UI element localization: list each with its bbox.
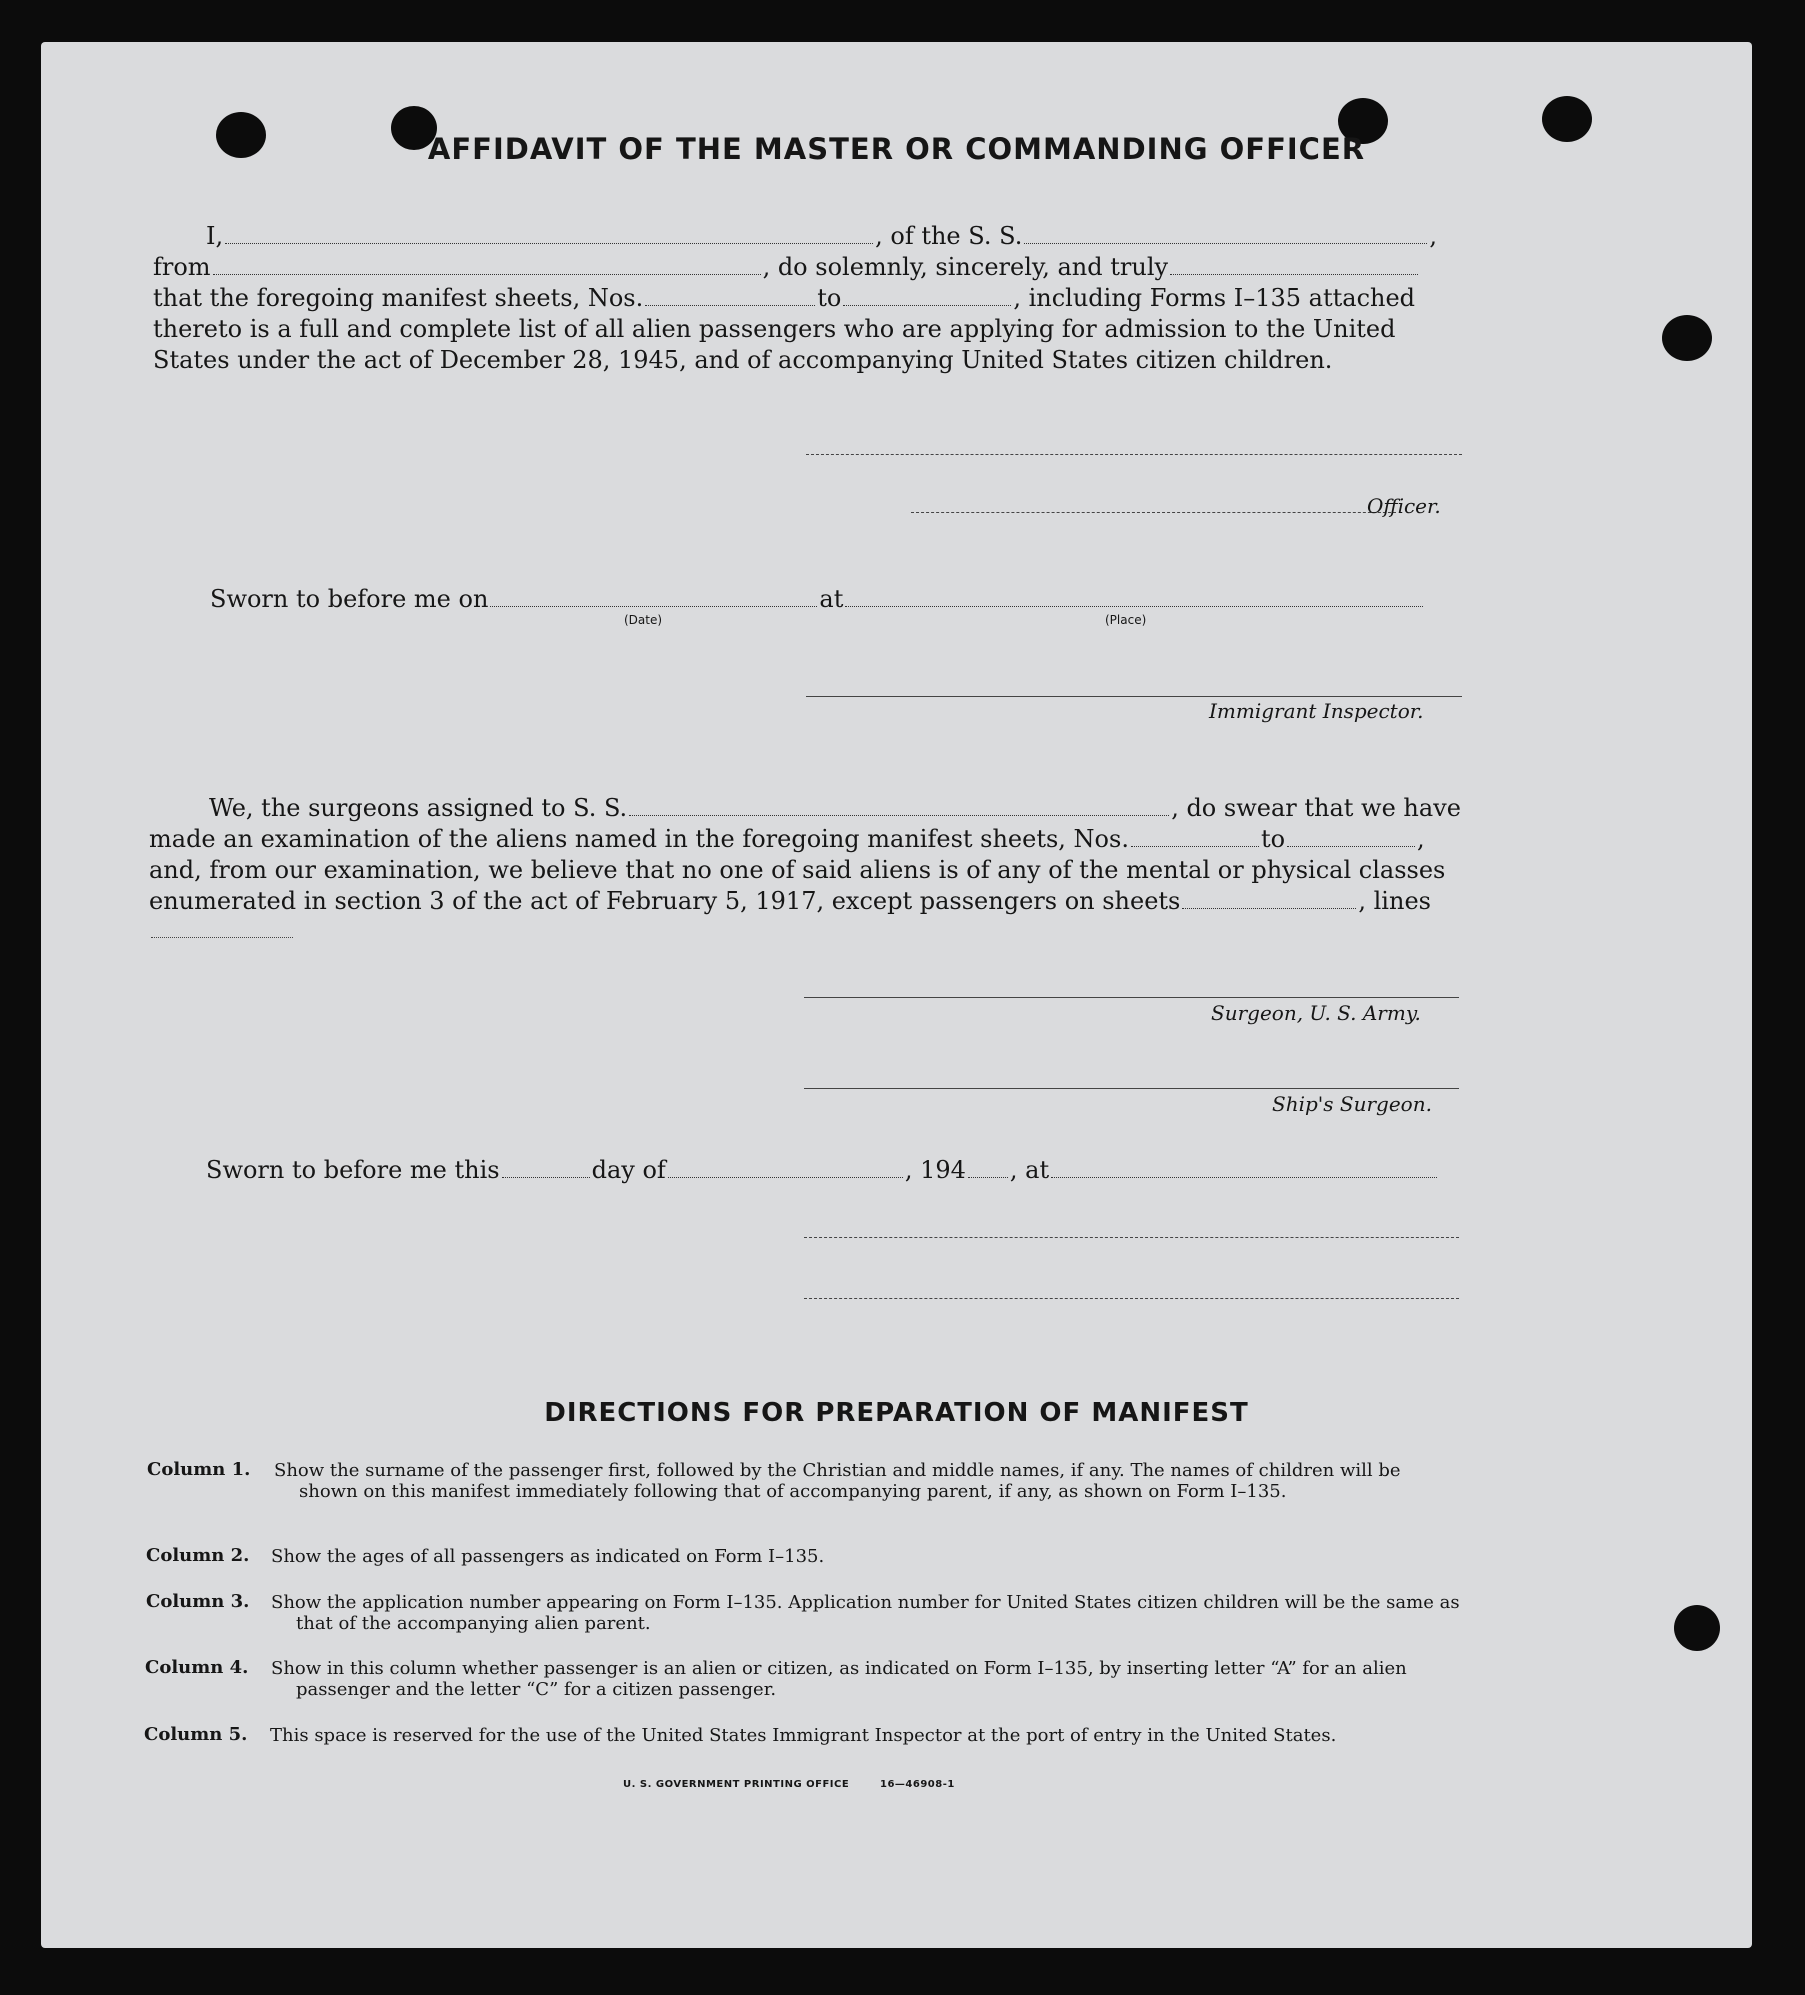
blank-field bbox=[1131, 846, 1259, 847]
signature-line bbox=[806, 454, 1462, 455]
text: We, the surgeons assigned to S. S. bbox=[209, 794, 628, 822]
text: , bbox=[1417, 825, 1425, 853]
text: , bbox=[1429, 222, 1437, 250]
day-field bbox=[502, 1177, 590, 1178]
month-field bbox=[668, 1177, 903, 1178]
text: , at bbox=[1009, 1156, 1050, 1184]
directions-title: DIRECTIONS FOR PREPARATION OF MANIFEST bbox=[544, 1398, 1249, 1428]
text: I, bbox=[206, 222, 224, 250]
text: made an examination of the aliens named in the foregoing manifest sheets, Nos. bbox=[149, 825, 1129, 853]
text: , lines bbox=[1358, 887, 1431, 915]
text: enumerated in section 3 of the act of February 5, 1917, except passengers on sheets bbox=[149, 887, 1181, 915]
form-page bbox=[41, 42, 1752, 1948]
sworn-line bbox=[210, 585, 1425, 613]
blank-field bbox=[213, 274, 761, 275]
blank-field bbox=[1024, 243, 1427, 244]
surgeons-line-1 bbox=[209, 794, 1461, 822]
place-field bbox=[845, 606, 1423, 607]
ship-surgeon-signature-line bbox=[804, 1088, 1459, 1089]
blank-field bbox=[629, 815, 1169, 816]
text: , 194 bbox=[904, 1156, 966, 1184]
blank-field bbox=[225, 243, 873, 244]
inspector-signature-line bbox=[806, 696, 1462, 697]
affidavit-line-3 bbox=[153, 284, 1415, 312]
lines-field bbox=[151, 937, 293, 938]
text: , do swear that we have bbox=[1171, 794, 1461, 822]
surgeons-line-3: and, from our examination, we believe that no one of said aliens is of any of the mental or physical classes bbox=[149, 856, 1446, 884]
column-1-text: Show the surname of the passenger first, followed by the Christian and middle names, if any. The names of children will be shown on this manifest immediately following that of accompanying parent, if any, as shown on Form I–135. bbox=[274, 1460, 1401, 1502]
year-field bbox=[968, 1177, 1008, 1178]
signature-line bbox=[804, 1298, 1459, 1299]
blank-field bbox=[1182, 908, 1356, 909]
column-5-text: This space is reserved for the use of the United States Immigrant Inspector at the port of entry in the United States. bbox=[270, 1725, 1337, 1746]
text: from bbox=[153, 253, 211, 281]
blank-field bbox=[843, 305, 1011, 306]
punch-hole bbox=[1674, 1605, 1720, 1651]
blank-field bbox=[1170, 274, 1418, 275]
officer-signature-line bbox=[911, 512, 1396, 513]
affidavit-title: AFFIDAVIT OF THE MASTER OR COMMANDING OFFICER bbox=[427, 132, 1366, 166]
place-label: (Place) bbox=[1105, 613, 1147, 627]
army-surgeon-label: Surgeon, U. S. Army. bbox=[1211, 1001, 1421, 1025]
text: , of the S. S. bbox=[875, 222, 1023, 250]
column-3-text: Show the application number appearing on Form I–135. Application number for United States citizen children will be the same as that of the accompanying alien parent. bbox=[271, 1592, 1460, 1634]
army-surgeon-signature-line bbox=[804, 997, 1459, 998]
text: at bbox=[819, 585, 844, 613]
text: , do solemnly, sincerely, and truly bbox=[762, 253, 1169, 281]
text: , including Forms I–135 attached bbox=[1013, 284, 1416, 312]
blank-field bbox=[1287, 846, 1415, 847]
officer-label: Officer. bbox=[1367, 494, 1441, 518]
column-5-label: Column 5. bbox=[144, 1724, 248, 1745]
inspector-label: Immigrant Inspector. bbox=[1209, 699, 1424, 723]
text: Sworn to before me on bbox=[210, 585, 489, 613]
column-4-text: Show in this column whether passenger is an alien or citizen, as indicated on Form I–135, by inserting letter “A” for an alien passenger and the letter “C” for a citizen passenger. bbox=[271, 1658, 1407, 1700]
text: Sworn to before me this bbox=[206, 1156, 500, 1184]
affidavit-line-5: States under the act of December 28, 1945, and of accompanying United States citizen children. bbox=[153, 346, 1333, 374]
punch-hole bbox=[1662, 315, 1712, 361]
text: that the foregoing manifest sheets, Nos. bbox=[153, 284, 644, 312]
date-field bbox=[490, 606, 817, 607]
affidavit-line-1 bbox=[206, 222, 1437, 250]
surgeons-line-2 bbox=[149, 825, 1425, 853]
column-3-label: Column 3. bbox=[146, 1591, 250, 1612]
printer-imprint: U. S. GOVERNMENT PRINTING OFFICE bbox=[623, 1779, 850, 1790]
signature-line bbox=[804, 1237, 1459, 1238]
affidavit-line-4: thereto is a full and complete list of all alien passengers who are applying for admission to the United bbox=[153, 315, 1396, 343]
text: day of bbox=[591, 1156, 666, 1184]
date-label: (Date) bbox=[624, 613, 663, 627]
affidavit-line-2 bbox=[153, 253, 1420, 281]
surgeons-line-4 bbox=[149, 887, 1431, 915]
place-field bbox=[1051, 1177, 1437, 1178]
surgeons-sworn-line bbox=[206, 1156, 1439, 1184]
ship-surgeon-label: Ship's Surgeon. bbox=[1272, 1092, 1432, 1116]
form-code: 16—46908-1 bbox=[880, 1779, 955, 1790]
column-4-label: Column 4. bbox=[145, 1657, 249, 1678]
column-1-label: Column 1. bbox=[147, 1459, 251, 1480]
column-2-label: Column 2. bbox=[146, 1545, 250, 1566]
text: to bbox=[1260, 825, 1286, 853]
blank-field bbox=[645, 305, 815, 306]
text: to bbox=[817, 284, 842, 312]
column-2-text: Show the ages of all passengers as indicated on Form I–135. bbox=[271, 1546, 825, 1567]
